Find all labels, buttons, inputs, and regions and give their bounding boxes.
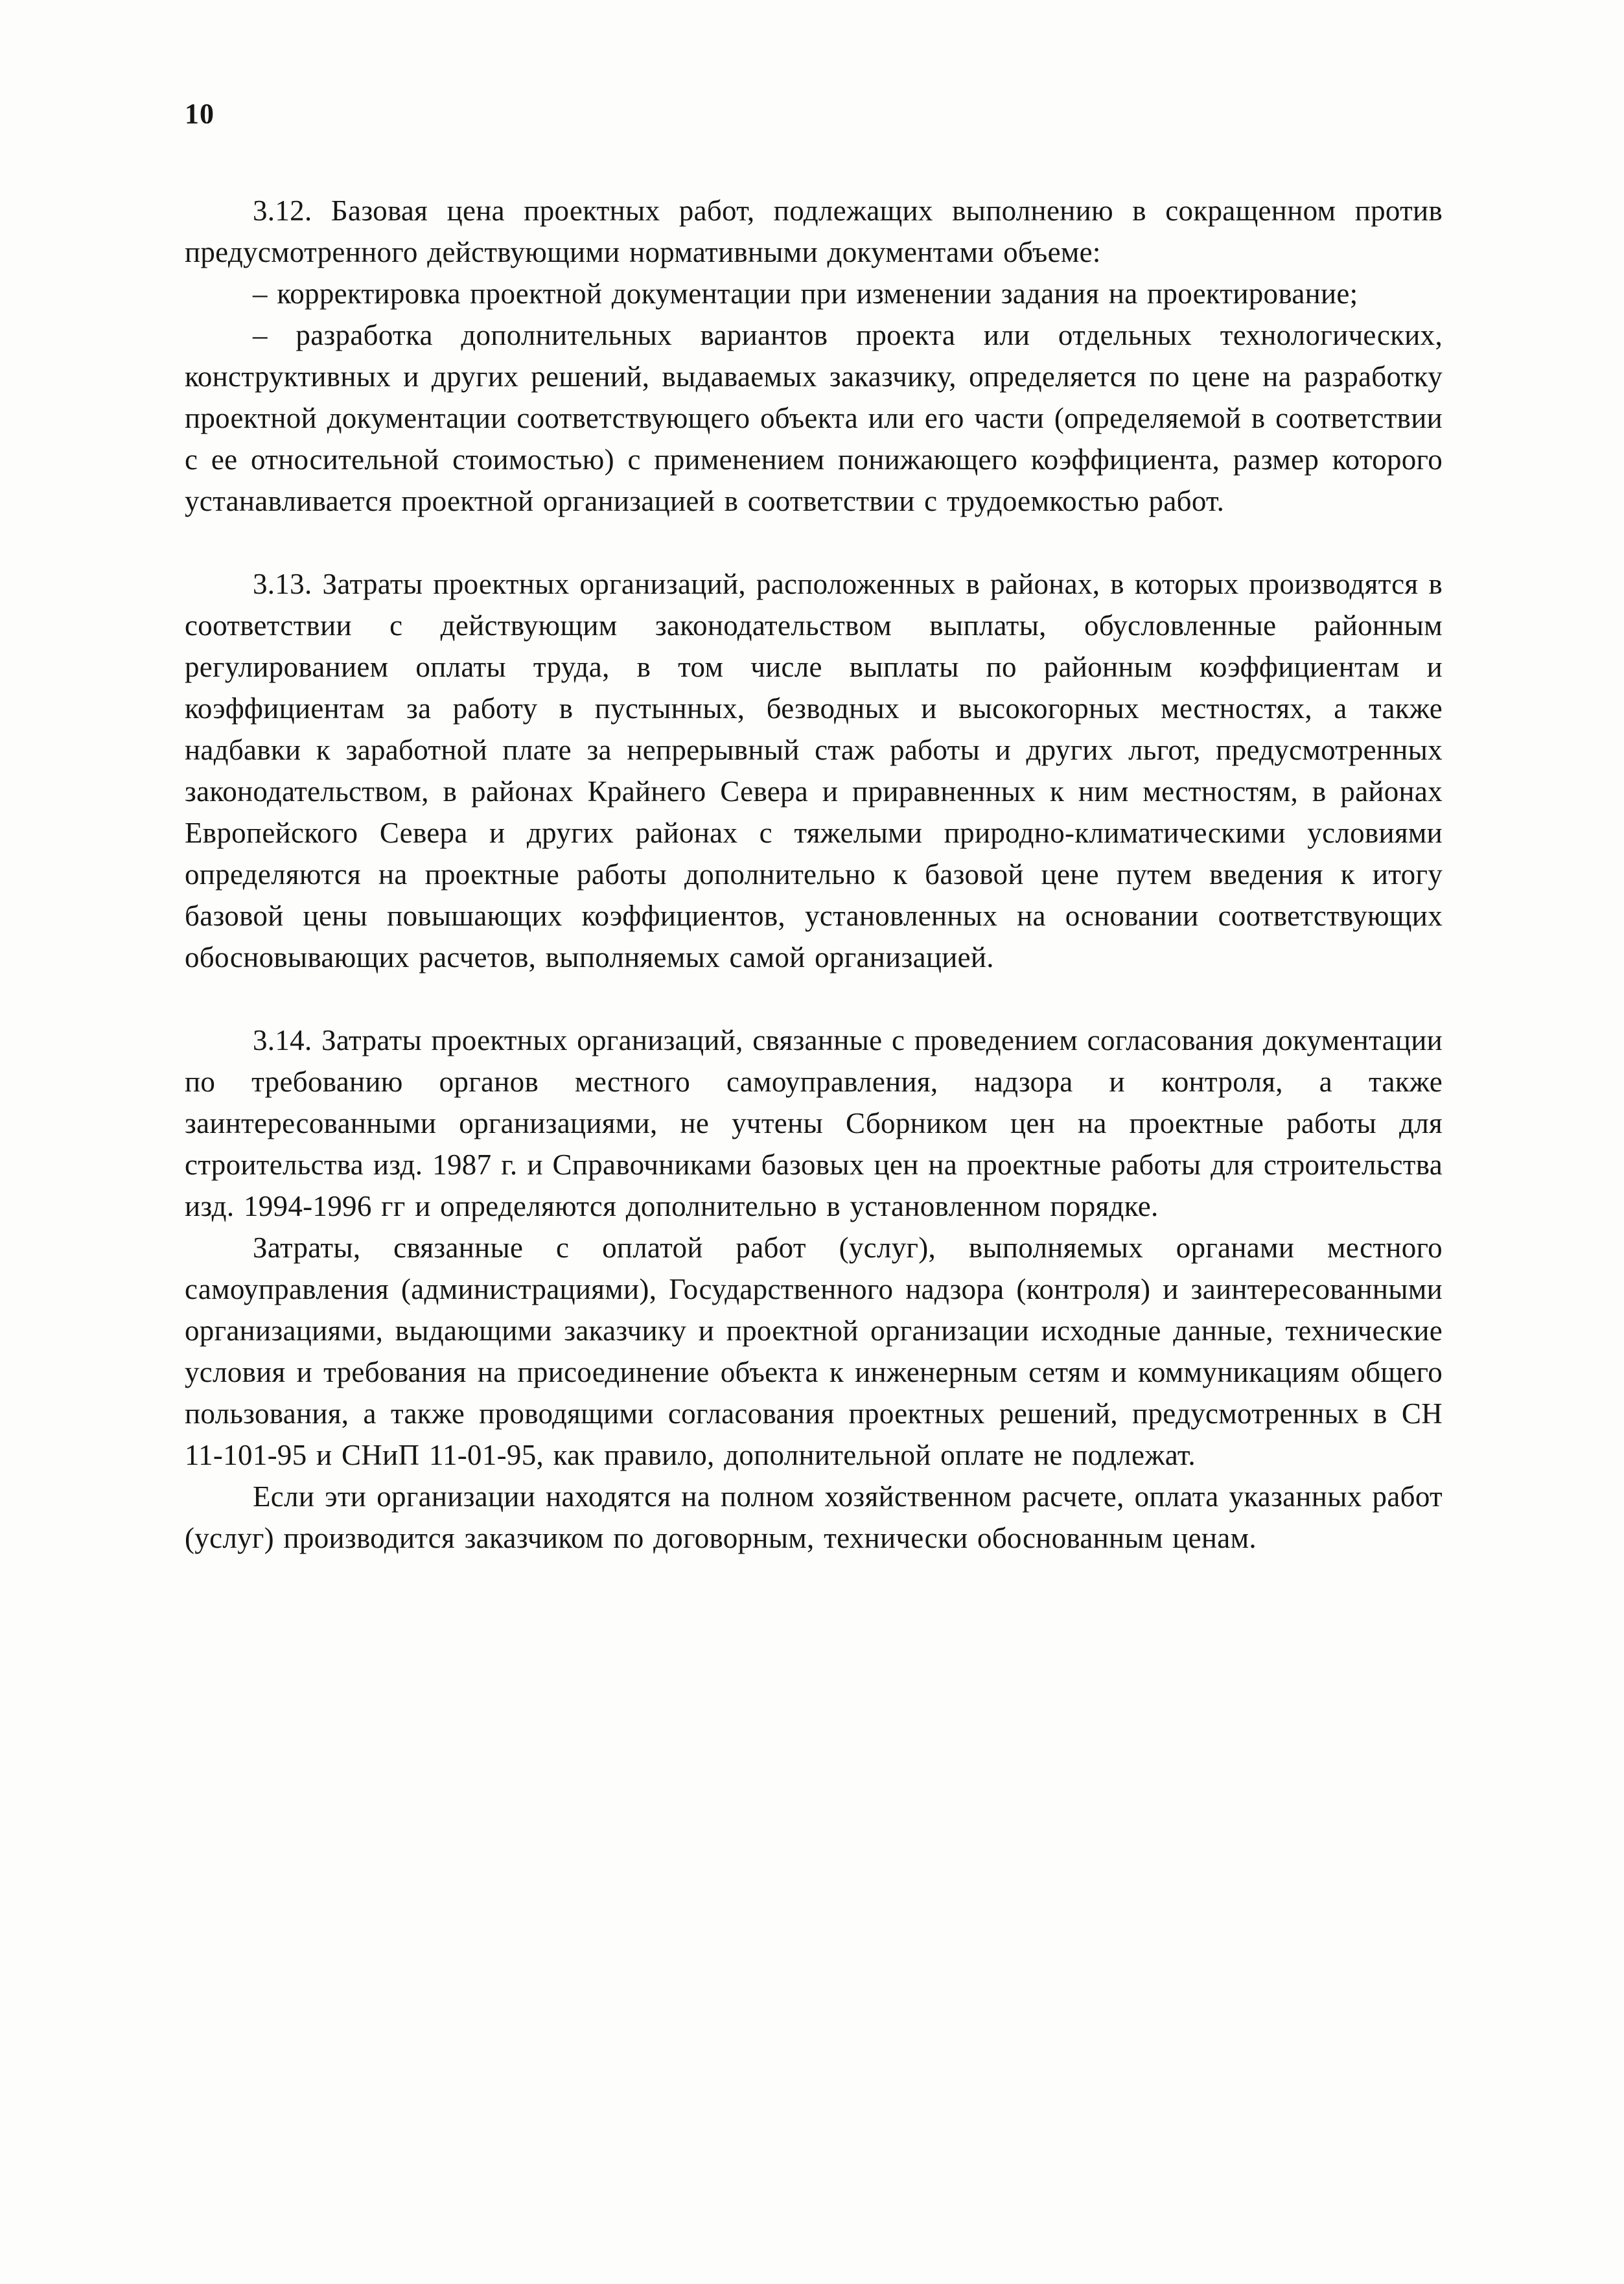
paragraph-3-14-second: Затраты, связанные с оплатой работ (услуг), выполняемых органами местного самоуправления (администрациями), Государственного надзора (контроля) и заинтересованными организациями, выдающими заказчику и проектной организации исходные данные, технические условия и требования на присоединение объекта к инженерным сетям и коммуникациям общего пользования, а также проводящими согласования проектных решений, предусмотренных в СН 11-101-95 и СНиП 11-01-95, как правило, дополнительной оплате не подлежат. — [185, 1231, 1443, 1471]
paragraph-3-14-third: Если эти организации находятся на полном хозяйственном расчете, оплата указанных работ (услуг) производится заказчиком по договорным, технически обоснованным ценам. — [185, 1480, 1443, 1554]
page-number: 10 — [185, 98, 215, 130]
paragraph-3-13: 3.13. Затраты проектных организаций, расположенных в районах, в которых производятся в соответствии с действующим законодательством выплаты, обусловленные районным регулированием оплаты труда, в том числе выплаты по районным коэффициентам и коэффициентам за работу в пустынных, безводных и высокогорных местностях, а также надбавки к заработной плате за непрерывный стаж работы и других льгот, предусмотренных законодательством, в районах Крайнего Севера и приравненных к ним местностям, в районах Европейского Севера и других районах с тяжелыми природно-климатическими условиями определяются на проектные работы дополнительно к базовой цене путем введения к итогу базовой цены повышающих коэффициентов, установленных на основании соответствующих обосновывающих расчетов, выполняемых самой организацией. — [185, 568, 1443, 973]
paragraph-3-12-list-item-1: – корректировка проектной документации при изменении задания на проектирование; — [253, 277, 1358, 310]
paragraph-3-12-list-item-2: – разработка дополнительных вариантов проекта или отдельных технологических, конструктивных и других решений, выдаваемых заказчику, определяется по цене на разработку проектной документации соответствующего объекта или его части (определяемой в соответствии с ее относительной стоимостью) с применением понижающего коэффициента, размер которого устанавливается проектной организацией в соответствии с трудоемкостью работ. — [185, 319, 1443, 517]
paragraph-3-12-intro: 3.12. Базовая цена проектных работ, подлежащих выполнению в сокращенном против предусмотренного действующими нормативными документами объеме: — [185, 194, 1443, 268]
document-body — [185, 190, 1443, 1559]
paragraph-3-14-intro: 3.14. Затраты проектных организаций, связанные с проведением согласования документации по требованию органов местного самоуправления, надзора и контроля, а также заинтересованными организациями, не учтены Сборником цен на проектные работы для строительства изд. 1987 г. и Справочниками базовых цен на проектные работы для строительства изд. 1994-1996 гг и определяются дополнительно в установленном порядке. — [185, 1024, 1443, 1222]
